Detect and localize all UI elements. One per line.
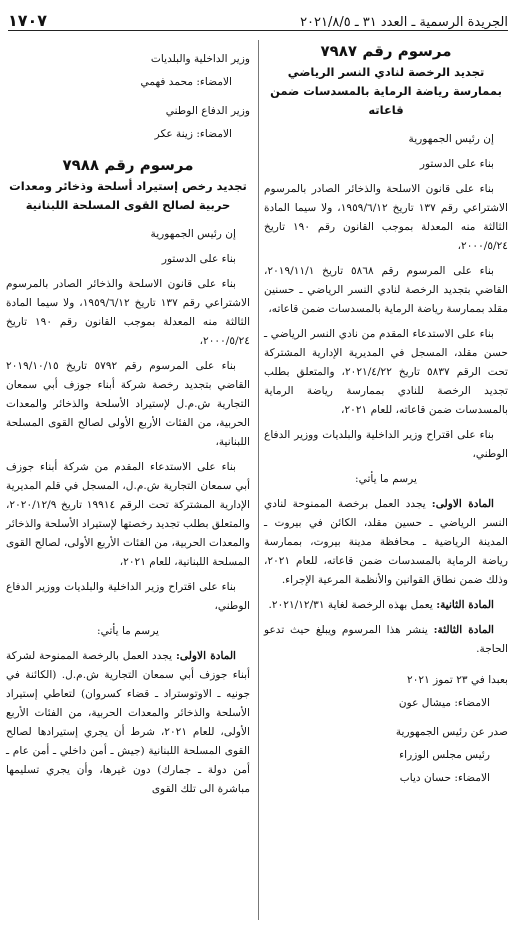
page-header: [8, 6, 508, 31]
article-text: يعمل بهذه الرخصة لغاية ٢٠٢١/١٢/٣١.: [268, 599, 433, 611]
article-label: المادة الثالثة:: [433, 624, 495, 636]
interior-minister-signature: الامضاء: محمد فهمي: [140, 76, 232, 88]
recital-paragraph: بناء على الاستدعاء المقدم من نادي النسر الرياضي ـ حسن مقلد، المسجل في المديرية الإدارية المشتركة تحت الرقم ٥٨٣٧ تاريخ ٢٠٢١/٤/٢٢، والمتعلق بطلب تجديد الرخصة للنادي بممارسة رياضة الرماية بالمسدسات ضمن قاعاته، للعام ٢٠٢١،: [264, 328, 508, 416]
article-label: المادة الاولى:: [431, 498, 494, 510]
decree-number: مرسوم رقم ٧٩٨٧: [320, 42, 452, 60]
recital-paragraph: بناء على المرسوم رقم ٥٨٦٨ تاريخ ٢٠١٩/١١/١، القاضي بتجديد الرخصة لنادي النسر الرياضي ـ حسنين مقلد بممارسة رياضة الرماية بالمسدسات ضمن قاعاته،: [264, 265, 508, 315]
president-line: إن رئيس الجمهورية: [408, 133, 494, 145]
left-column: [6, 50, 250, 805]
recital-paragraph: بناء على قانون الاسلحة والذخائر الصادر بالمرسوم الاشتراعي رقم ١٣٧ تاريخ ١٩٥٩/٦/١٢، ولا سيما المادة الثالثة منه المعدلة بموجب القانون رقم ١٩٠ تاريخ ٢٠٠٠/٥/٢٤،: [264, 183, 509, 252]
president-signature: الامضاء: ميشال عون: [398, 697, 490, 709]
article-label: المادة الاولى:: [175, 650, 236, 662]
interior-minister-title: وزير الداخلية والبلديات: [150, 53, 250, 65]
decree-number: مرسوم رقم ٧٩٨٨: [62, 156, 194, 174]
defense-minister-title: وزير الدفاع الوطني: [165, 105, 250, 117]
decree-date: بعبدا في ٢٣ تموز ٢٠٢١: [407, 674, 508, 686]
recital-paragraph: بناء على اقتراح وزير الداخلية والبلديات ووزير الدفاع الوطني،: [6, 581, 250, 612]
recital-paragraph: بناء على اقتراح وزير الداخلية والبلديات ووزير الدفاع الوطني،: [264, 429, 508, 460]
recital-paragraph: بناء على قانون الاسلحة والذخائر الصادر بالمرسوم الاشتراعي رقم ١٣٧ تاريخ ١٩٥٩/٦/١٢، ولا سيما المادة الثالثة منه المعدلة بموجب القانون رقم ١٩٠ تاريخ ٢٠٠٠/٥/٢٤،: [6, 278, 251, 347]
article-2: [264, 596, 508, 615]
column-divider: [258, 40, 259, 920]
decree-title: تجديد رخص إستيراد أسلحة وذخائر ومعدات حربية لصالح القوى المسلحة اللبنانية: [9, 179, 247, 212]
page-number: ١٧٠٧: [8, 11, 48, 30]
constitution-line: بناء على الدستور: [161, 253, 236, 265]
pm-signature: الامضاء: حسان دياب: [399, 772, 490, 784]
pm-title: رئيس مجلس الوزراء: [399, 749, 490, 761]
president-line: إن رئيس الجمهورية: [150, 228, 236, 240]
article-text: يجدد العمل برخصة الممنوحة لنادي النسر الرياضي ـ حسين مقلد، الكائن في بيروت ـ المدينة الرياضية ـ محافظة مدينة بيروت، بممارسة رياضة الرماية بالمسدسات ضمن قاعاته، للعام ٢٠٢١، وذلك ضمن نطاق القوانين والأنظمة المرعية الإجراء.: [264, 498, 508, 586]
decree-title: تجديد الرخصة لنادي النسر الرياضي بممارسة رياضة الرماية بالمسدسات ضمن قاعاته: [270, 65, 502, 117]
constitution-line: بناء على الدستور: [419, 158, 494, 170]
issued-by: صدر عن رئيس الجمهورية: [395, 726, 508, 738]
article-text: يجدد العمل بالرخصة الممنوحة لشركة أبناء جوزف أبي سمعان التجارية ش.م.ل. (الكائنة في جونيه ـ الاوتوستراد ـ قضاء كسروان) لتعاطي إستيراد الأسلحة والذخائر والمعدات الحربية، من الفئات الأربع الأولى، للعام ٢٠٢١، شرط أن يجري إستيرادها لصالح القوى المسلحة اللبنانية (جيش ـ أمن داخلي ـ أمن عام ـ أمن دولة ـ جمارك) دون غيرها، وأن يجري تسليمها مباشرة الى تلك القوى: [6, 650, 250, 795]
defense-minister-signature: الامضاء: زينة عكر: [154, 128, 232, 140]
article-text: ينشر هذا المرسوم ويبلغ حيث تدعو الحاجة.: [264, 624, 508, 655]
article-3: [264, 621, 508, 659]
article-1: [6, 647, 250, 799]
recital-paragraph: بناء على المرسوم رقم ٥٧٩٢ تاريخ ٢٠١٩/١٠/١٥ القاضي بتجديد رخصة شركة أبناء جوزف أبي سمعان التجارية ش.م.ل لإستيراد الأسلحة والذخائر والمعدات الحربية، من الفئات الأربع الأولى لصالح القوى المسلحة اللبنانية،: [6, 360, 250, 448]
article-1: [264, 495, 508, 590]
gazette-title: الجريدة الرسمية ـ العدد ٣١ ـ ٢٠٢١/٨/٥: [300, 15, 508, 30]
decrees-line: يرسم ما يأتي:: [97, 625, 159, 637]
recital-paragraph: بناء على الاستدعاء المقدم من شركة أبناء جوزف أبي سمعان التجارية ش.م.ل، المسجل في قلم المديرية الإدارية المشتركة تحت الرقم ١٩٩١٤ تاريخ ٢٠٢٠/١٢/٩، والمتعلق بطلب تجديد رخصتها لإستيراد الأسلحة والذخائر والمعدات الحربية، من الفئات الأربع الأولى، لصالح القوى المسلحة اللبنانية، للعام ٢٠٢١،: [6, 461, 250, 568]
right-column: [264, 40, 508, 792]
decrees-line: يرسم ما يأتي:: [355, 473, 417, 485]
article-label: المادة الثانية:: [436, 599, 494, 611]
